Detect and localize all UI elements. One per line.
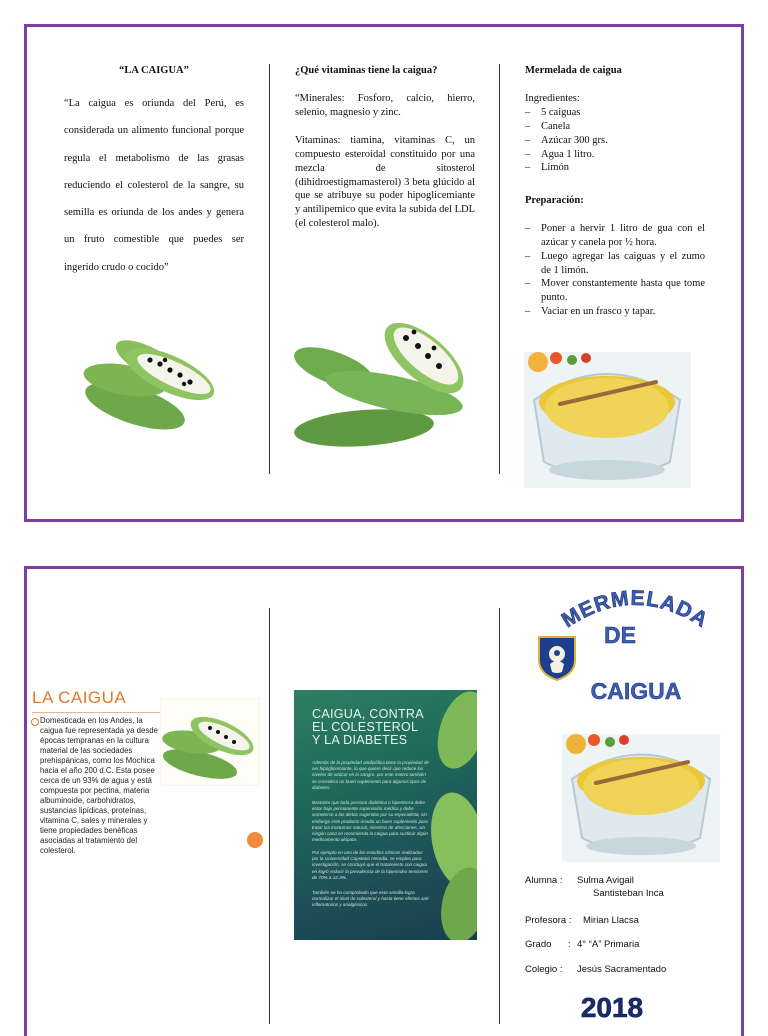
poster-paragraph: Además de la propiedad antilipídica tiene la propiedad de ser hipoglicemiante, lo que quiere decir que reduce los niveles de azúcar en la sangre, por este motivo también se considera un buen suplemento para algunos tipos de diabetes. [312,760,429,790]
column-divider [499,608,500,1024]
panel3-title: Mermelada de caigua [525,65,622,76]
caigua-illustration [422,690,477,940]
panel2-title: ¿Qué vitaminas tiene la caigua? [295,65,438,76]
ingredients-list [525,106,705,175]
poster-paragraph: Bastante que toda persona diabética o hipertensa debe estar bajo permanente supervisión médica y debe someterse a las dietas sugeridas por su especialista, sin embargo este producto resulta un buen suplemento para tratar las trastornos natural, mientras de afecciones, sin ningún caso se recomienda la caigua para sustituir algún medicamento alópata. [312,800,428,843]
caigua-poster [294,690,477,940]
grade-value: 4° “A” Primaria [577,939,640,950]
orange-dot-icon [247,832,263,848]
student-name: Sulma Avigail [577,875,634,886]
cover-title-bottom: CAIGUA [590,678,682,704]
la-caigua-text: Domesticada en los Andes, la caigua fue representada ya desde épocas tempranas en la cultura material de las sociedades prehispánicas, como los Mochica hacia el año 200 d.C. Esta posee cerca de un 93% de agua y está compuesta por pectina, materia albuminoide, carbohidratos, sustancias lipídicas, proteínas, vitamina C, sales y minerales y tiene propiedades benéficas asociadas al tratamiento del colesterol. [40,716,158,855]
panel1-title: “LA CAIGUA” [119,65,189,76]
caigua-photo-3 [160,698,260,786]
column-divider [499,64,500,474]
caigua-photo [80,322,220,437]
student-surname: Santisteban Inca [593,888,664,899]
la-caigua-title: LA CAIGUA [32,688,127,707]
cover-title-top: MERMELADA [557,586,713,633]
jam-bowl-photo [524,352,691,488]
school-name: Jesús Sacramentado [577,964,667,975]
caigua-photo-2 [294,308,476,453]
ingredient-item: – Agua 1 litro. [525,148,705,162]
poster-paragraph: Por ejemplo en uno de los estudios clínicos realizados por la Universidad Cayetano Heredia, se empleo para investigación, se concluyó que el tratamiento con caigua en logró reducir la prevalencia de la hiperindex tensiones de 70% a 12.3%. [312,850,429,880]
preparation-step: – Poner a hervir 1 litro de gua con el azúcar y canela por ½ hora. [525,222,705,250]
school-label: Colegio : [525,964,563,975]
ingredients-label: Ingredientes: [525,93,580,104]
preparation-steps [525,222,705,319]
ingredient-item: – Canela [525,120,705,134]
ingredient-item: – Limón [525,161,705,175]
panel2-vitamins: Vitaminas: tiamina, vitaminas C, un compuesto esteroidal constituido por una mezcla de sitosterol (dihidroestigmamasterol) 3 beta glúcido al que se atribuye su poder hipoglicemiante y antilipemico que evita la subida del LDL (el colesterol malo). [295,135,475,230]
panel1-paragraph: “La caigua es oriunda del Perú, es considerada un alimento funcional porque regula el metabolismo de las grasas reduciendo el colesterol de la sangre, su semilla es oriunda de los andes y genera un fruto comestible que puedes ser ingerido crudo o cocido” [64,98,244,273]
teacher-label: Profesora : [525,915,572,926]
panel2-minerals: “Minerales: Fosforo, calcio, hierro, selenio, magnesio y zinc. [295,93,475,118]
school-crest-icon [536,634,578,682]
column-divider [269,64,270,474]
cover-year: 2018 [580,992,644,1023]
ingredient-item: – 5 caiguas [525,106,705,120]
cover-title-mid: DE [604,622,636,648]
preparation-step: – Mover constantemente hasta que tome punto. [525,277,705,305]
ingredient-item: – Azúcar 300 grs. [525,134,705,148]
bullet-icon [31,718,39,726]
preparation-label: Preparación: [525,195,584,206]
teacher-name: Mirian Llacsa [583,915,639,926]
title-underline [32,712,162,713]
jam-bowl-photo-cover [562,734,720,862]
poster-paragraph: También se ha comprobado que esta semilla logra normalizar el nivel de colesterol y hasta tiene efectos anti-inflamatorios y analgésicos. [312,890,430,908]
grade-label: Grado : [525,939,571,950]
column-divider [269,608,270,1024]
poster-title: CAIGUA, CONTRA EL COLESTEROL Y LA DIABETES [312,707,424,748]
student-label: Alumna : [525,875,563,886]
preparation-step: – Vaciar en un frasco y tapar. [525,305,705,319]
preparation-step: – Luego agregar las caiguas y el zumo de 1 limón. [525,250,705,278]
